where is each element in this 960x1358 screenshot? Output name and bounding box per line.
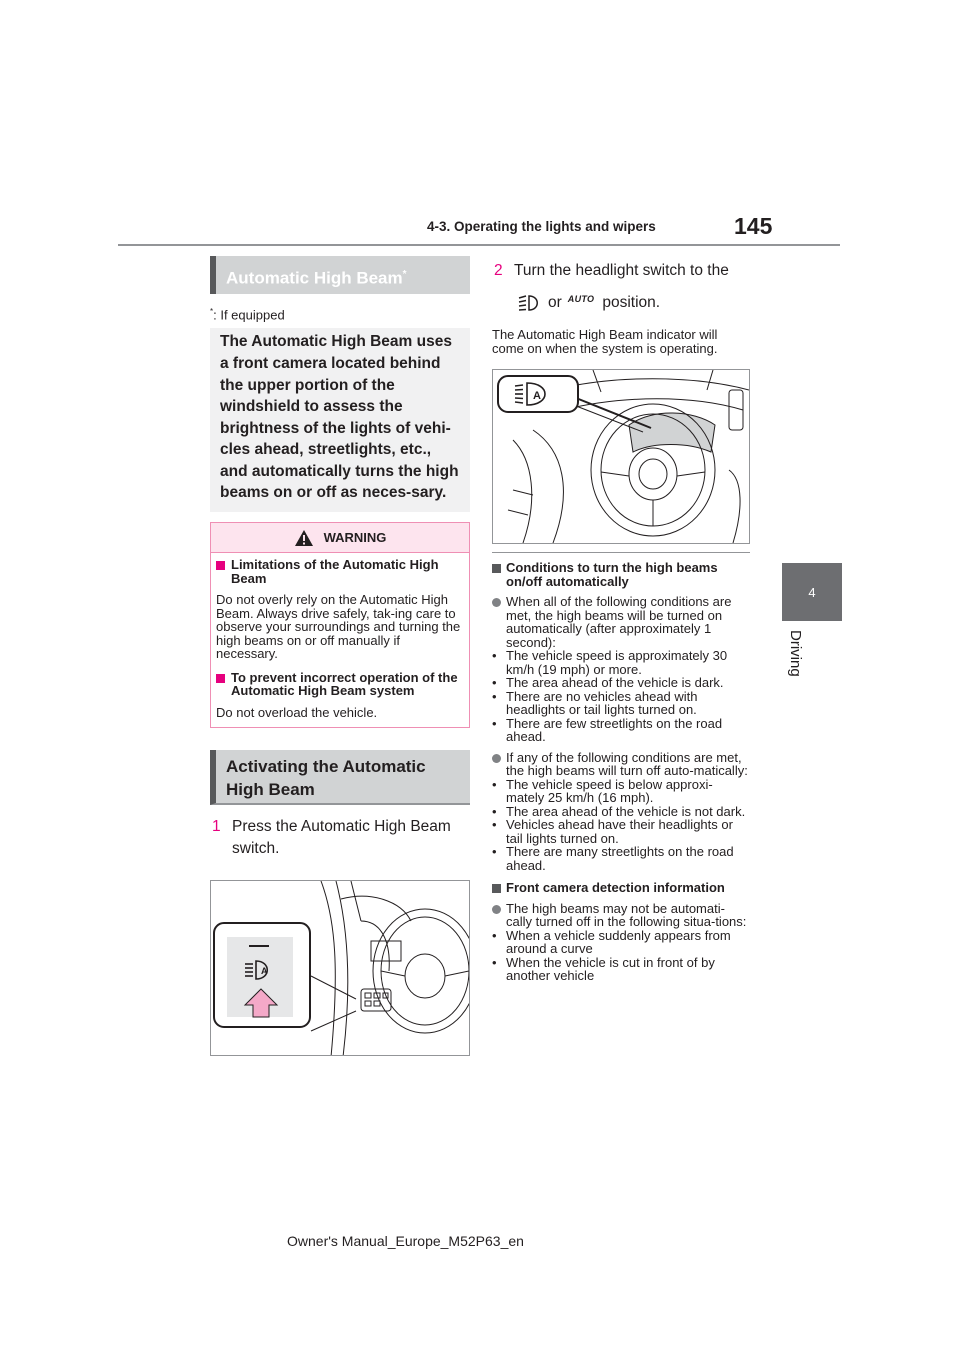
camera-list: [492, 929, 750, 983]
warning-item2-title: To prevent incorrect operation of the Automatic High Beam system: [231, 669, 458, 699]
right-column: [492, 256, 750, 983]
on-intro: When all of the following conditions are met, the high beams will be turned on automatically (after approximately 1 second):: [506, 594, 732, 650]
equipment-mark: *: [402, 269, 407, 280]
list-item: • Vehicles ahead have their headlights or tail lights turned on.: [492, 818, 750, 845]
round-bullet-icon: [492, 905, 501, 914]
list-item: • When the vehicle is cut in front of by another vehicle: [492, 956, 750, 983]
step-text: Press the Automatic High Beam switch.: [232, 818, 451, 858]
section-title-automatic-high-beam: [210, 256, 470, 294]
footnote-text: : If equipped: [213, 307, 285, 323]
list-item-text: The area ahead of the vehicle is dark.: [506, 675, 724, 690]
warning-body: [211, 553, 469, 727]
on-conditions-list: [492, 649, 750, 744]
list-item-text: When a vehicle suddenly appears from around a curve: [506, 927, 731, 956]
square-bullet-icon: [492, 884, 501, 893]
bullet-off-conditions: [492, 751, 750, 778]
footnote: [210, 307, 470, 322]
indicator-note: The Automatic High Beam indicator will come on when the system is operating.: [492, 327, 718, 356]
list-item-text: When the vehicle is cut in front of by another vehicle: [506, 954, 715, 983]
step-2-or: or: [548, 294, 562, 311]
warning-item2-text: Do not overload the vehicle.: [216, 704, 378, 720]
indicator-illustration: [492, 369, 750, 544]
list-item-text: The area ahead of the vehicle is not dark.: [506, 803, 746, 819]
footer: Owner's Manual_Europe_M52P63_en: [287, 1233, 524, 1249]
list-item: • When a vehicle suddenly appears from around a curve: [492, 929, 750, 956]
warning-item-title: [216, 671, 464, 698]
section-title-text: Automatic High Beam: [226, 268, 403, 288]
list-item: • The vehicle speed is below approxi-mately 25 km/h (16 mph).: [492, 778, 750, 805]
square-bullet-icon: [216, 561, 225, 570]
camera-title: Front camera detection information: [506, 880, 725, 895]
list-item-text: Vehicles ahead have their headlights or tail lights turned on.: [506, 817, 733, 846]
list-item: • The vehicle speed is approximately 30 km/h (19 mph) or more.: [492, 649, 750, 676]
list-item: • There are few streetlights on the road ahead.: [492, 717, 750, 744]
step-number: 1: [212, 818, 221, 836]
intro-text: The Automatic High Beam uses a front camera located behind the upper portion of the windshield to assess the brightness of the lights of vehi-cles ahead, streetlights, etc., and automatically turns the high beams on or off as neces-sary.: [210, 328, 470, 512]
warning-box: [210, 522, 470, 728]
svg-text:A: A: [261, 966, 268, 977]
auto-high-beam-position-icon: [516, 294, 542, 312]
subheading-camera: [492, 881, 750, 895]
square-bullet-icon: [492, 564, 501, 573]
step-2-end: position.: [602, 294, 661, 311]
auto-position-icon: AUTO: [567, 294, 595, 304]
square-bullet-icon: [216, 674, 225, 683]
section-title-activating: Activating the Automatic High Beam: [210, 750, 470, 805]
list-item-text: There are no vehicles ahead with headlights or tail lights turned on.: [506, 688, 698, 717]
step-text: Turn the headlight switch to the: [514, 262, 729, 279]
camera-intro: The high beams may not be automati-cally turned off in the following situa-tions:: [506, 900, 747, 929]
left-column: [210, 256, 470, 1056]
conditions-title: Conditions to turn the high beams on/off automatically: [506, 560, 718, 589]
warning-item1-title: Limitations of the Automatic High Beam: [231, 557, 439, 586]
step-2: [492, 260, 750, 282]
list-item: • The area ahead of the vehicle is dark.: [492, 675, 724, 690]
page-number: 145: [734, 213, 773, 239]
bullet-camera: [492, 902, 750, 929]
list-item: • There are no vehicles ahead with headlights or tail lights turned on.: [492, 690, 750, 717]
header-rule: [118, 244, 840, 246]
chapter-number: 4: [808, 584, 816, 600]
step-number: 2: [494, 262, 503, 279]
warning-label: WARNING: [323, 530, 387, 546]
list-item-text: There are few streetlights on the road ahead.: [506, 715, 723, 744]
subheading-conditions: [492, 561, 750, 588]
list-item-text: The vehicle speed is below approxi-mately 25 km/h (16 mph).: [506, 776, 713, 805]
step-1: [210, 816, 470, 860]
warning-item-title: [216, 558, 464, 585]
warning-item1-text: Do not overly rely on the Automatic High Beam. Always drive safely, tak-ing care to observe your surroundings and turning the high beams on or off manually if necessary.: [216, 592, 461, 662]
switch-illustration: [210, 880, 470, 1056]
section-header: 4-3. Operating the lights and wipers: [427, 219, 656, 234]
warning-triangle-icon: [294, 529, 314, 547]
step-2-positions: [492, 292, 750, 314]
list-item-text: There are many streetlights on the road ahead.: [506, 844, 734, 873]
bullet-on-conditions: [492, 595, 750, 649]
round-bullet-icon: [492, 598, 501, 607]
round-bullet-icon: [492, 754, 501, 763]
warning-header: [211, 523, 469, 553]
list-item: • There are many streetlights on the road ahead.: [492, 845, 750, 872]
divider: [492, 552, 750, 553]
svg-text:A: A: [533, 390, 541, 402]
footnote-mark: *: [210, 307, 214, 316]
chapter-label: Driving: [787, 630, 804, 677]
off-intro: If any of the following conditions are met, the high beams will turn off auto-matically:: [506, 749, 748, 778]
list-item-text: The vehicle speed is approximately 30 km/h (19 mph) or more.: [506, 648, 728, 677]
off-conditions-list: [492, 778, 750, 873]
chapter-tab: [782, 563, 842, 621]
list-item: • The area ahead of the vehicle is not dark.: [492, 803, 746, 819]
